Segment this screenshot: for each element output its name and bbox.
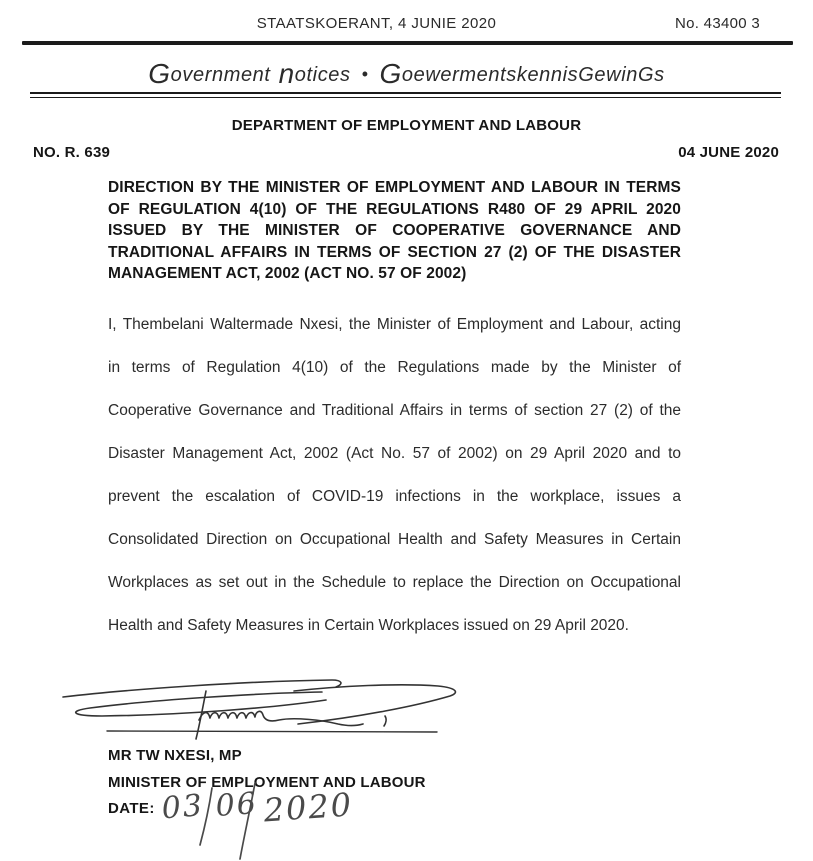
notice-row <box>33 144 779 161</box>
signatory-title: MINISTER OF EMPLOYMENT AND LABOUR <box>108 774 426 791</box>
double-rule <box>30 92 781 98</box>
body-paragraph <box>108 303 681 647</box>
issue-number: No. 43400 3 <box>674 15 760 32</box>
signatory-name: MR TW NXESI, MP <box>108 747 242 764</box>
handwritten-month: 06 <box>214 786 260 824</box>
banner-text: n <box>278 58 295 89</box>
banner-text: G <box>379 58 402 89</box>
body-line: Disaster Management Act, 2002 (Act No. 57 of 2002) on 29 April 2020 and to <box>108 445 681 462</box>
direction-heading-line: DIRECTION BY THE MINISTER OF EMPLOYMENT AND LABOUR IN TERMS <box>108 179 681 196</box>
signature-scribble-icon <box>60 660 480 750</box>
banner-text: oewermentskennisGewinGs <box>401 64 665 86</box>
notice-date: 04 JUNE 2020 <box>678 144 779 161</box>
masthead <box>0 15 813 35</box>
notice-number: NO. R. 639 <box>33 144 111 161</box>
department-heading: DEPARTMENT OF EMPLOYMENT AND LABOUR <box>231 117 582 134</box>
top-rule <box>22 41 793 45</box>
banner-text: G <box>148 58 171 89</box>
body-line: Workplaces as set out in the Schedule to replace the Direction on Occupational <box>108 574 681 591</box>
direction-heading-line: OF REGULATION 4(10) OF THE REGULATIONS R480 OF 29 APRIL 2020 <box>108 200 681 218</box>
direction-heading <box>108 177 681 285</box>
banner-text: overnment <box>170 64 271 86</box>
body-line: I, Thembelani Waltermade Nxesi, the Minister of Employment and Labour, acting <box>108 316 681 333</box>
gazette-banner <box>0 58 813 90</box>
handwritten-year: 2020 <box>262 785 355 830</box>
body-line: Health and Safety Measures in Certain Workplaces issued on 29 April 2020. <box>108 617 629 634</box>
direction-heading-line: ISSUED BY THE MINISTER OF COOPERATIVE GOVERNANCE AND <box>108 222 681 240</box>
banner-text: otices <box>294 64 351 86</box>
body-line: prevent the escalation of COVID-19 infections in the workplace, issues a <box>108 488 681 505</box>
bullet-separator-icon: • <box>361 64 369 84</box>
direction-heading-line: MANAGEMENT ACT, 2002 (ACT NO. 57 OF 2002) <box>108 265 467 283</box>
handwritten-date <box>150 775 390 861</box>
journal-title: STAATSKOERANT, 4 JUNIE 2020 <box>256 15 497 32</box>
date-label: DATE: <box>108 800 155 817</box>
body-line: in terms of Regulation 4(10) of the Regulations made by the Minister of <box>108 359 681 376</box>
body-line: Cooperative Governance and Traditional Affairs in terms of section 27 (2) of the <box>108 402 681 419</box>
body-line: Consolidated Direction on Occupational Health and Safety Measures in Certain <box>108 531 681 548</box>
handwritten-day: 03 <box>160 787 206 827</box>
direction-heading-line: TRADITIONAL AFFAIRS IN TERMS OF SECTION 27 (2) OF THE DISASTER <box>108 243 681 261</box>
